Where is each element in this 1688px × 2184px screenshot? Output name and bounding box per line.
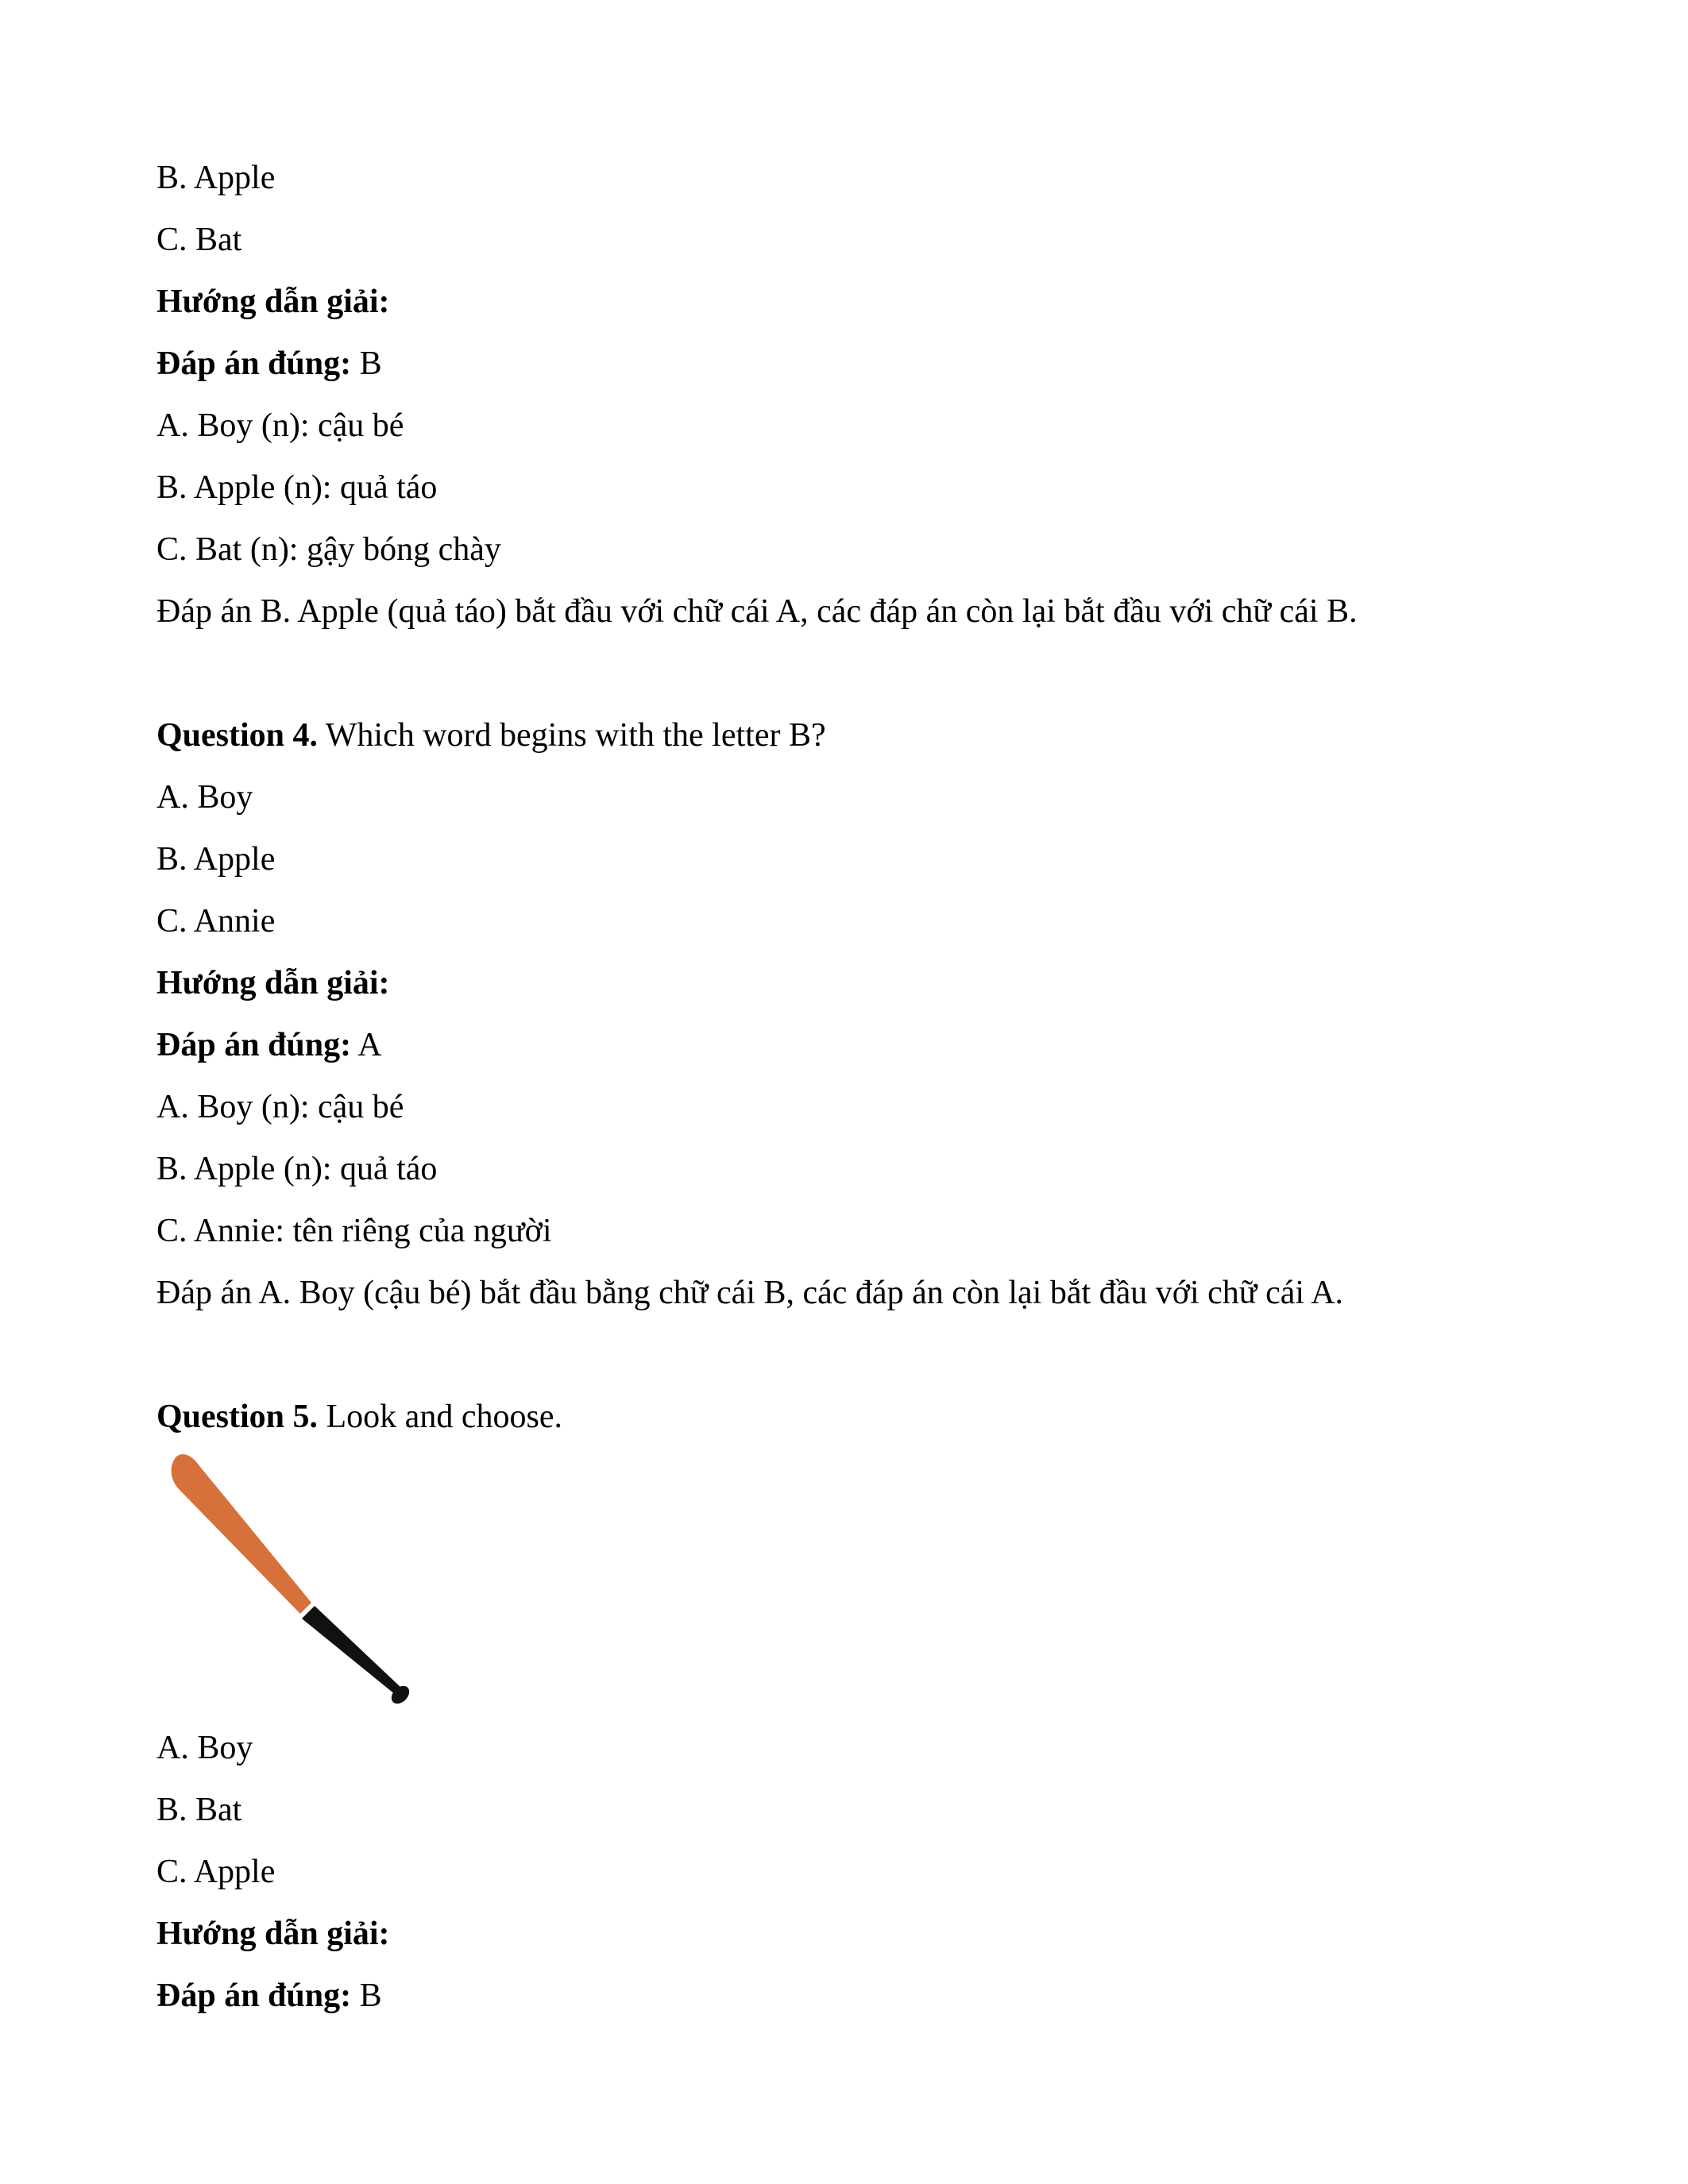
baseball-bat-icon [159, 1445, 429, 1707]
q4-text: Which word begins with the letter B? [318, 717, 826, 754]
q4-option-c: C. Annie [156, 903, 276, 940]
q3-explanation-b: B. Apple (n): quả táo [156, 469, 438, 506]
q3-explanation-a: A. Boy (n): cậu bé [156, 407, 404, 444]
q4-explanation-a: A. Boy (n): cậu bé [156, 1089, 404, 1125]
q3-guide-heading: Hướng dẫn giải: [156, 284, 390, 320]
q5-guide-heading: Hướng dẫn giải: [156, 1916, 390, 1952]
q5-option-a: A. Boy [156, 1730, 253, 1766]
q4-label: Question 4. [156, 717, 319, 754]
q5-answer-value: B [351, 1978, 382, 2014]
q5-label: Question 5. [156, 1399, 319, 1435]
q4-answer [156, 1024, 382, 1066]
q4-question [156, 715, 826, 756]
q5-answer-label: Đáp án đúng: [156, 1978, 352, 2014]
q4-conclusion: Đáp án A. Boy (cậu bé) bắt đầu bằng chữ cái B, các đáp án còn lại bắt đầu với chữ cái A. [156, 1275, 1344, 1311]
q4-explanation-c: C. Annie: tên riêng của người [156, 1213, 552, 1249]
q5-question [156, 1396, 562, 1437]
q5-option-c: C. Apple [156, 1854, 276, 1890]
q3-conclusion: Đáp án B. Apple (quả táo) bắt đầu với chữ cái A, các đáp án còn lại bắt đầu với chữ cái B. [156, 593, 1358, 630]
q3-answer-label: Đáp án đúng: [156, 345, 352, 382]
bat-barrel [172, 1454, 311, 1614]
q3-option-c: C. Bat [156, 222, 242, 258]
q4-option-b: B. Apple [156, 841, 276, 878]
q3-answer [156, 343, 382, 384]
q4-option-a: A. Boy [156, 779, 253, 816]
q4-answer-value: A [351, 1027, 382, 1063]
q4-explanation-b: B. Apple (n): quả táo [156, 1151, 438, 1187]
q5-option-b: B. Bat [156, 1792, 242, 1828]
bat-handle [302, 1606, 402, 1695]
q3-explanation-c: C. Bat (n): gậy bóng chày [156, 531, 501, 568]
q4-guide-heading: Hướng dẫn giải: [156, 965, 390, 1001]
q5-answer [156, 1975, 382, 2016]
q4-answer-label: Đáp án đúng: [156, 1027, 352, 1063]
q5-text: Look and choose. [318, 1399, 562, 1435]
q3-answer-value: B [351, 345, 382, 382]
q3-option-b: B. Apple [156, 160, 276, 196]
